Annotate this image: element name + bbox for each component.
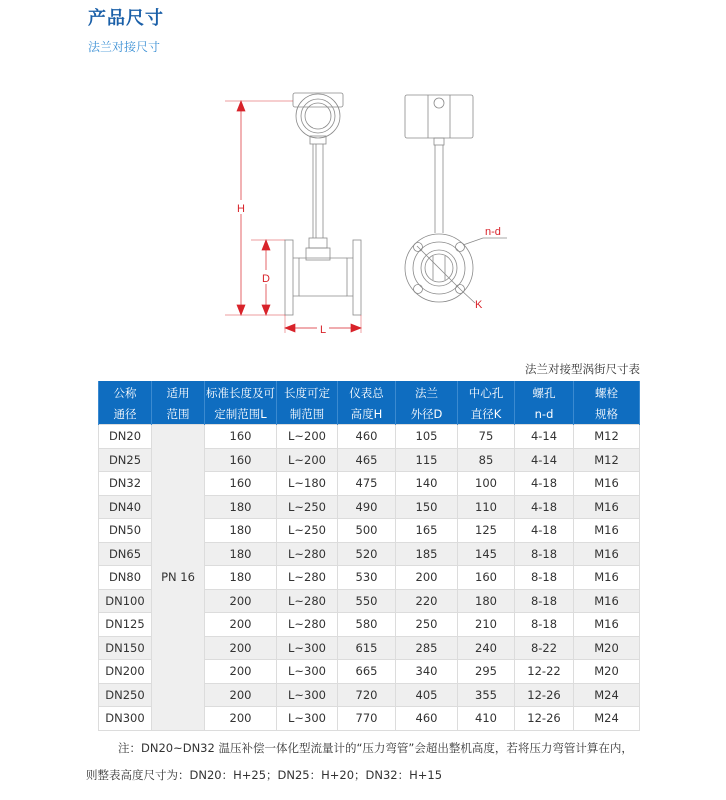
nominal-diameter-cell: DN125 bbox=[99, 613, 152, 637]
table-caption: 法兰对接型涡街尺寸表 bbox=[525, 362, 640, 376]
column-header-line2: 外径D bbox=[396, 403, 458, 425]
table-cell: M16 bbox=[574, 566, 640, 590]
side-view-drawing bbox=[405, 95, 507, 303]
column-header-line2: n-d bbox=[515, 403, 574, 425]
table-cell: L~280 bbox=[277, 566, 338, 590]
table-cell: 200 bbox=[205, 683, 277, 707]
column-header-line1: 仪表总 bbox=[338, 381, 396, 403]
table-cell: 465 bbox=[338, 448, 396, 472]
table-cell: 200 bbox=[205, 589, 277, 613]
pressure-range-cell: PN 16 bbox=[152, 425, 205, 731]
table-cell: 580 bbox=[338, 613, 396, 637]
table-cell: 4-18 bbox=[515, 519, 574, 543]
table-cell: M12 bbox=[574, 425, 640, 449]
table-cell: L~300 bbox=[277, 660, 338, 684]
dimension-label-nd: n-d bbox=[485, 226, 501, 238]
table-cell: 4-14 bbox=[515, 448, 574, 472]
nominal-diameter-cell: DN300 bbox=[99, 707, 152, 731]
table-cell: L~280 bbox=[277, 613, 338, 637]
table-cell: 210 bbox=[458, 613, 515, 637]
table-cell: L~250 bbox=[277, 519, 338, 543]
table-row bbox=[99, 425, 640, 449]
nominal-diameter-cell: DN65 bbox=[99, 542, 152, 566]
table-cell: 110 bbox=[458, 495, 515, 519]
table-cell: 500 bbox=[338, 519, 396, 543]
nominal-diameter-cell: DN200 bbox=[99, 660, 152, 684]
footnote-line-1: 注：DN20~DN32 温压补偿一体化型流量计的“压力弯管”会超出整机高度，若将压力弯管计算在内， bbox=[118, 741, 633, 755]
column-header-line2: 范围 bbox=[152, 403, 205, 425]
table-cell: 340 bbox=[396, 660, 458, 684]
table-cell: M16 bbox=[574, 613, 640, 637]
table-cell: 200 bbox=[205, 660, 277, 684]
table-cell: 180 bbox=[205, 566, 277, 590]
table-cell: 665 bbox=[338, 660, 396, 684]
page-title: 产品尺寸 bbox=[88, 8, 164, 29]
column-header-line1: 螺孔 bbox=[515, 381, 574, 403]
table-cell: 200 bbox=[205, 613, 277, 637]
table-cell: 150 bbox=[396, 495, 458, 519]
table-body bbox=[99, 425, 640, 731]
table-cell: 550 bbox=[338, 589, 396, 613]
table-cell: L~280 bbox=[277, 589, 338, 613]
table-cell: L~250 bbox=[277, 495, 338, 519]
column-header-line1: 标准长度及可 bbox=[205, 381, 277, 403]
table-cell: 200 bbox=[205, 707, 277, 731]
table-cell: 85 bbox=[458, 448, 515, 472]
table-cell: L~300 bbox=[277, 636, 338, 660]
table-cell: 8-18 bbox=[515, 566, 574, 590]
column-header-line1: 适用 bbox=[152, 381, 205, 403]
dimension-label-l: L bbox=[319, 324, 327, 336]
dimension-label-d: D bbox=[262, 273, 270, 285]
table-cell: 8-22 bbox=[515, 636, 574, 660]
table-cell: L~200 bbox=[277, 425, 338, 449]
table-cell: M16 bbox=[574, 589, 640, 613]
dimension-label-k: K bbox=[475, 299, 483, 311]
column-header-line2: 规格 bbox=[574, 403, 640, 425]
nominal-diameter-cell: DN100 bbox=[99, 589, 152, 613]
table-cell: 125 bbox=[458, 519, 515, 543]
column-header-line2: 直径K bbox=[458, 403, 515, 425]
nominal-diameter-cell: DN250 bbox=[99, 683, 152, 707]
table-cell: 460 bbox=[338, 425, 396, 449]
column-header-line1: 法兰 bbox=[396, 381, 458, 403]
table-cell: L~300 bbox=[277, 707, 338, 731]
table-cell: M16 bbox=[574, 495, 640, 519]
nominal-diameter-cell: DN150 bbox=[99, 636, 152, 660]
table-cell: M20 bbox=[574, 636, 640, 660]
table-cell: 140 bbox=[396, 472, 458, 496]
column-header-line2: 通径 bbox=[99, 403, 152, 425]
column-header-line2: 定制范围L bbox=[205, 403, 277, 425]
column-header-line1: 长度可定 bbox=[277, 381, 338, 403]
table-header bbox=[99, 381, 640, 425]
table-cell: 8-18 bbox=[515, 589, 574, 613]
table-cell: M16 bbox=[574, 472, 640, 496]
table-cell: 4-18 bbox=[515, 472, 574, 496]
table-cell: 770 bbox=[338, 707, 396, 731]
column-header-line1: 螺栓 bbox=[574, 381, 640, 403]
table-cell: 410 bbox=[458, 707, 515, 731]
table-cell: 8-18 bbox=[515, 613, 574, 637]
nominal-diameter-cell: DN25 bbox=[99, 448, 152, 472]
table-cell: M16 bbox=[574, 542, 640, 566]
table-cell: 180 bbox=[205, 495, 277, 519]
nominal-diameter-cell: DN20 bbox=[99, 425, 152, 449]
table-cell: M24 bbox=[574, 707, 640, 731]
table-cell: 160 bbox=[205, 472, 277, 496]
column-header-line2: 高度H bbox=[338, 403, 396, 425]
table-cell: M20 bbox=[574, 660, 640, 684]
table-cell: L~200 bbox=[277, 448, 338, 472]
table-cell: 4-14 bbox=[515, 425, 574, 449]
footnote bbox=[86, 735, 698, 789]
nominal-diameter-cell: DN32 bbox=[99, 472, 152, 496]
table-cell: 8-18 bbox=[515, 542, 574, 566]
table-cell: 720 bbox=[338, 683, 396, 707]
table-cell: 240 bbox=[458, 636, 515, 660]
column-header-line1: 中心孔 bbox=[458, 381, 515, 403]
table-cell: 105 bbox=[396, 425, 458, 449]
table-cell: 180 bbox=[458, 589, 515, 613]
table-cell: 185 bbox=[396, 542, 458, 566]
table-cell: 475 bbox=[338, 472, 396, 496]
table-cell: 12-26 bbox=[515, 683, 574, 707]
table-cell: 220 bbox=[396, 589, 458, 613]
table-cell: M16 bbox=[574, 519, 640, 543]
table-cell: L~280 bbox=[277, 542, 338, 566]
flowmeter-dimension-diagram bbox=[225, 88, 525, 340]
table-cell: 4-18 bbox=[515, 495, 574, 519]
table-cell: 530 bbox=[338, 566, 396, 590]
table-cell: 405 bbox=[396, 683, 458, 707]
footnote-line-2: 则整表高度尺寸为：DN20：H+25；DN25：H+20；DN32：H+15 bbox=[86, 768, 443, 782]
table-cell: 100 bbox=[458, 472, 515, 496]
front-view-drawing bbox=[285, 93, 361, 315]
table-cell: 355 bbox=[458, 683, 515, 707]
table-cell: 200 bbox=[205, 636, 277, 660]
table-cell: M12 bbox=[574, 448, 640, 472]
table-cell: 115 bbox=[396, 448, 458, 472]
table-cell: 285 bbox=[396, 636, 458, 660]
table-cell: 615 bbox=[338, 636, 396, 660]
table-cell: 520 bbox=[338, 542, 396, 566]
table-cell: 490 bbox=[338, 495, 396, 519]
table-cell: 75 bbox=[458, 425, 515, 449]
dimension-label-h: H bbox=[237, 203, 245, 215]
table-cell: 200 bbox=[396, 566, 458, 590]
table-cell: L~180 bbox=[277, 472, 338, 496]
table-cell: 460 bbox=[396, 707, 458, 731]
table-cell: 160 bbox=[205, 425, 277, 449]
table-cell: 12-26 bbox=[515, 707, 574, 731]
table-cell: 295 bbox=[458, 660, 515, 684]
nominal-diameter-cell: DN80 bbox=[99, 566, 152, 590]
table-cell: 180 bbox=[205, 519, 277, 543]
table-cell: 145 bbox=[458, 542, 515, 566]
table-cell: 165 bbox=[396, 519, 458, 543]
nominal-diameter-cell: DN50 bbox=[99, 519, 152, 543]
column-header-line2: 制范围 bbox=[277, 403, 338, 425]
table-cell: 250 bbox=[396, 613, 458, 637]
table-cell: 12-22 bbox=[515, 660, 574, 684]
table-cell: 180 bbox=[205, 542, 277, 566]
nominal-diameter-cell: DN40 bbox=[99, 495, 152, 519]
column-header-line1: 公称 bbox=[99, 381, 152, 403]
table-cell: M24 bbox=[574, 683, 640, 707]
table-cell: L~300 bbox=[277, 683, 338, 707]
table-cell: 160 bbox=[205, 448, 277, 472]
section-subtitle: 法兰对接尺寸 bbox=[88, 40, 161, 54]
table-cell: 160 bbox=[458, 566, 515, 590]
dimension-table bbox=[98, 381, 640, 731]
